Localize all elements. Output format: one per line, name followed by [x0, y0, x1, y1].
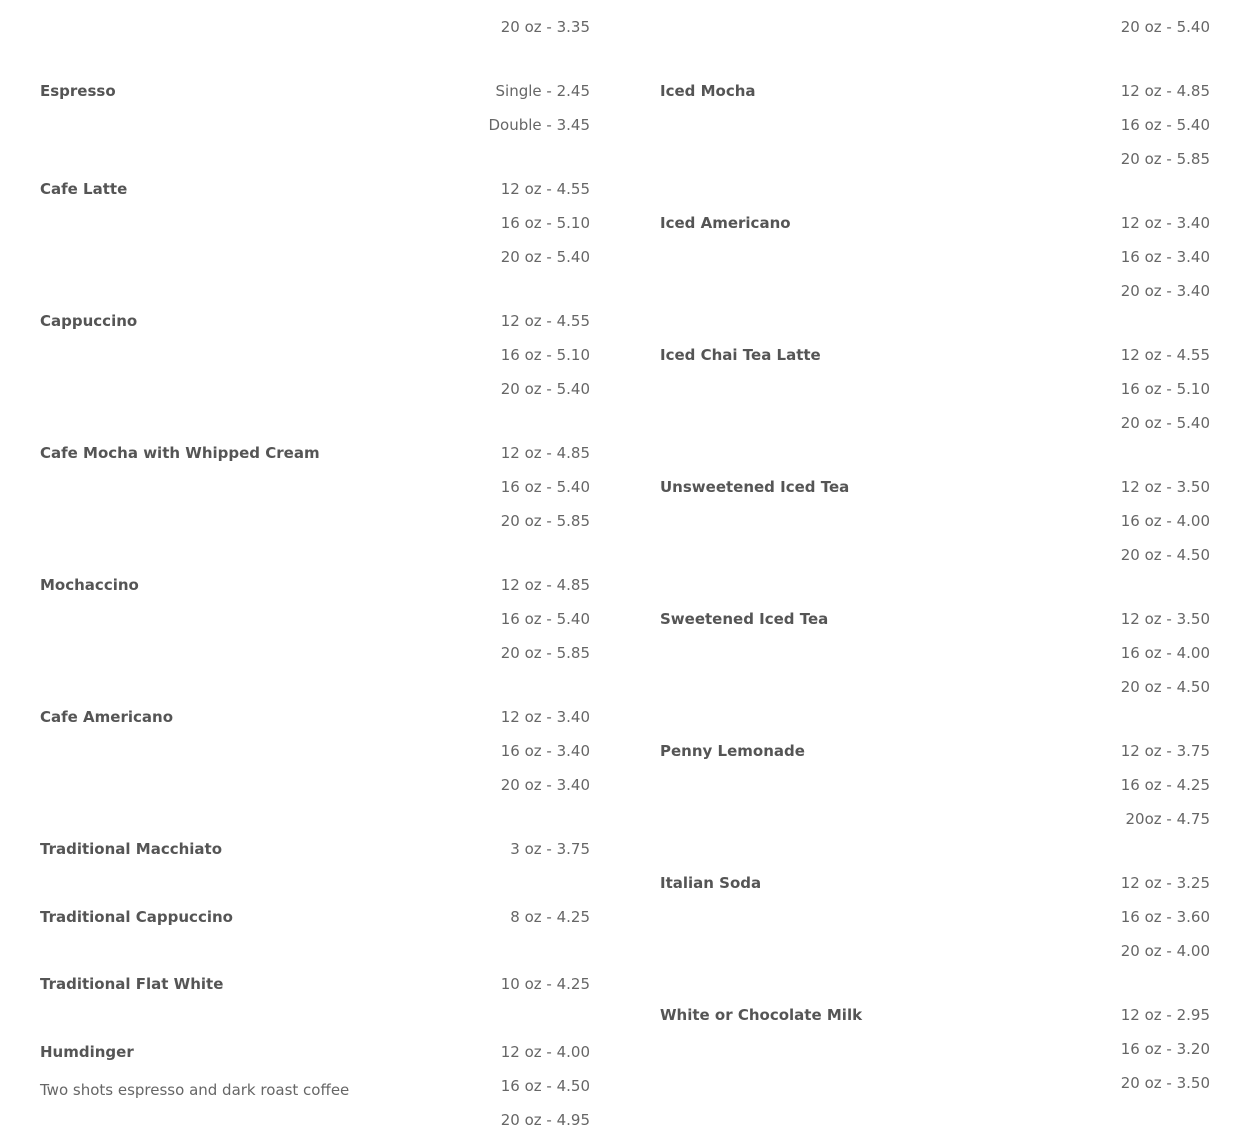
price: Double - 3.45 [488, 116, 590, 134]
price: 20 oz - 4.00 [1120, 942, 1210, 960]
price: 12 oz - 4.85 [500, 576, 590, 594]
item-name: Mochaccino [40, 576, 139, 594]
item-name: Cappuccino [40, 312, 138, 330]
price-list [1121, 741, 1210, 843]
item-name: Cafe Mocha with Whipped Cream [40, 444, 320, 462]
price: 20 oz - 3.50 [1120, 1074, 1210, 1092]
item-name: Cafe Latte [40, 180, 128, 198]
price-list [501, 443, 590, 545]
price: 20 oz - 4.50 [1120, 546, 1210, 564]
price: 16 oz - 5.40 [500, 610, 590, 628]
price: 16 oz - 5.10 [500, 214, 590, 232]
price: 12 oz - 4.00 [500, 1043, 590, 1061]
price: Single - 2.45 [495, 82, 590, 100]
price: 12 oz - 4.55 [1120, 346, 1210, 364]
price: 10 oz - 4.25 [500, 975, 590, 993]
price: 16 oz - 3.40 [1120, 248, 1210, 266]
price: 12 oz - 3.40 [1120, 214, 1210, 232]
price: 12 oz - 3.25 [1120, 874, 1210, 892]
item-name: Italian Soda [660, 874, 762, 892]
price-list [501, 1042, 590, 1133]
price: 20 oz - 5.40 [500, 248, 590, 266]
price-list [1121, 477, 1210, 579]
price: 16 oz - 4.50 [500, 1077, 590, 1095]
price: 20 oz - 3.35 [500, 18, 590, 36]
price: 3 oz - 3.75 [510, 840, 590, 858]
price: 12 oz - 4.85 [500, 444, 590, 462]
price-list [1121, 609, 1210, 711]
price: 16 oz - 4.25 [1120, 776, 1210, 794]
price: 20 oz - 5.40 [500, 380, 590, 398]
item-name: White or Chocolate Milk [660, 1006, 863, 1024]
item-name: Humdinger [40, 1043, 134, 1061]
price: 16 oz - 3.20 [1120, 1040, 1210, 1058]
price-list [501, 575, 590, 677]
price-list [510, 839, 590, 873]
price-list [1121, 81, 1210, 183]
item-name: Traditional Macchiato [40, 840, 223, 858]
price: 20 oz - 5.85 [1120, 150, 1210, 168]
item-name: Iced Mocha [660, 82, 756, 100]
price: 16 oz - 5.40 [500, 478, 590, 496]
price: 20 oz - 4.50 [1120, 678, 1210, 696]
price: 8 oz - 4.25 [510, 908, 590, 926]
item-name: Penny Lemonade [660, 742, 805, 760]
price: 20oz - 4.75 [1125, 810, 1210, 828]
price: 20 oz - 5.40 [1120, 18, 1210, 36]
price: 20 oz - 3.40 [500, 776, 590, 794]
price: 20 oz - 5.85 [500, 512, 590, 530]
price: 16 oz - 3.60 [1120, 908, 1210, 926]
item-name: Traditional Flat White [40, 975, 224, 993]
item-description: Two shots espresso and dark roast coffee [40, 1081, 350, 1099]
price: 12 oz - 2.95 [1120, 1006, 1210, 1024]
price: 12 oz - 3.50 [1120, 610, 1210, 628]
price-list [501, 707, 590, 809]
item-name: Unsweetened Iced Tea [660, 478, 850, 496]
price: 12 oz - 4.85 [1120, 82, 1210, 100]
price: 12 oz - 4.55 [500, 312, 590, 330]
price-list [1121, 17, 1210, 51]
price: 12 oz - 3.75 [1120, 742, 1210, 760]
price-list [1121, 873, 1210, 975]
price-list [1121, 345, 1210, 447]
item-name: Traditional Cappuccino [40, 908, 233, 926]
price: 20 oz - 5.40 [1120, 414, 1210, 432]
price-list [1121, 1005, 1210, 1107]
price-list [1121, 213, 1210, 315]
price: 16 oz - 5.40 [1120, 116, 1210, 134]
item-name: Cafe Americano [40, 708, 174, 726]
price-list [501, 179, 590, 281]
price: 16 oz - 4.00 [1120, 512, 1210, 530]
price-list [510, 907, 590, 941]
price-list [501, 17, 590, 51]
price: 20 oz - 4.95 [500, 1111, 590, 1129]
price: 12 oz - 3.50 [1120, 478, 1210, 496]
price: 20 oz - 3.40 [1120, 282, 1210, 300]
price-list [501, 974, 590, 1008]
item-name: Espresso [40, 82, 116, 100]
price: 12 oz - 3.40 [500, 708, 590, 726]
price: 20 oz - 5.85 [500, 644, 590, 662]
price: 16 oz - 5.10 [500, 346, 590, 364]
item-name: Iced Chai Tea Latte [660, 346, 821, 364]
item-name: Sweetened Iced Tea [660, 610, 829, 628]
price: 12 oz - 4.55 [500, 180, 590, 198]
price: 16 oz - 5.10 [1120, 380, 1210, 398]
price: 16 oz - 4.00 [1120, 644, 1210, 662]
price: 16 oz - 3.40 [500, 742, 590, 760]
price-list [489, 81, 591, 149]
price-list [501, 311, 590, 413]
item-name: Iced Americano [660, 214, 791, 232]
